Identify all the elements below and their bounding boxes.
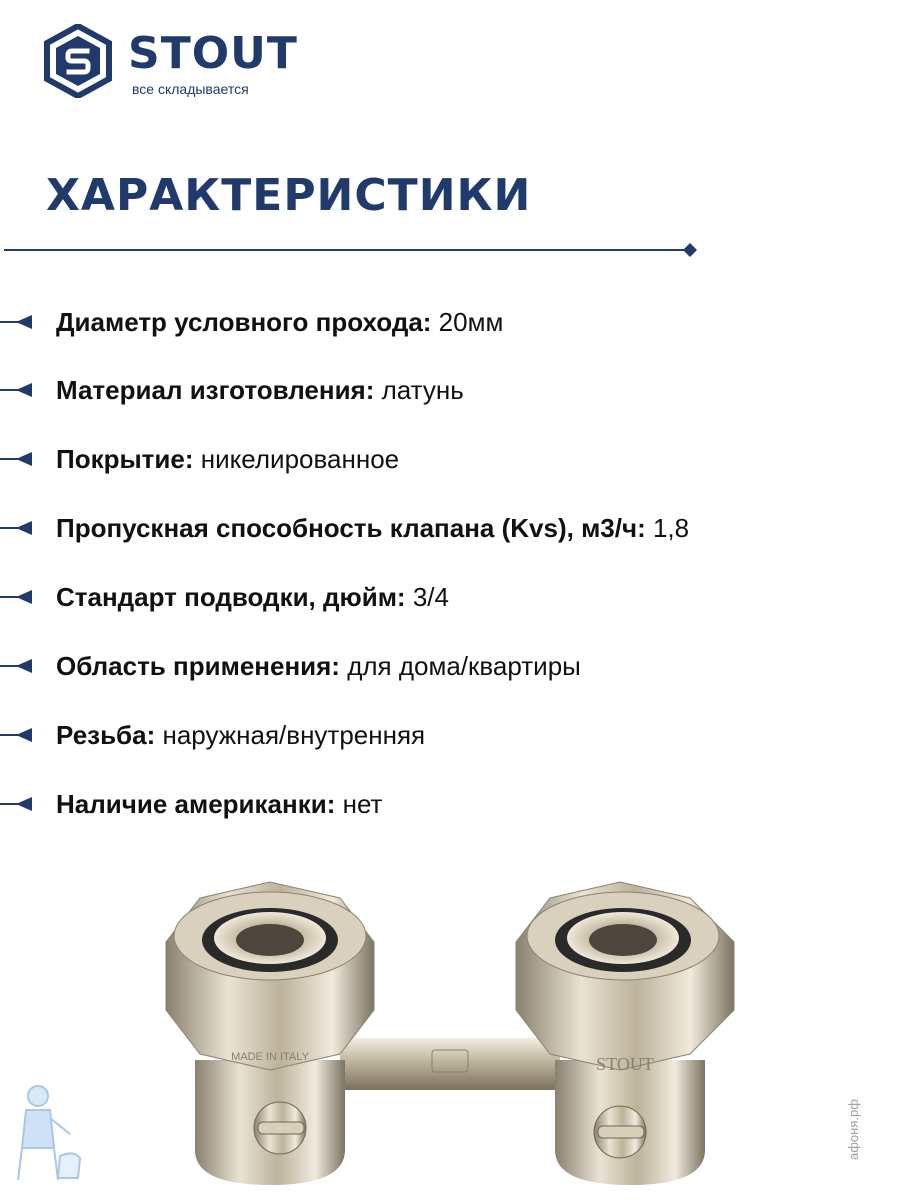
plumber-mascot-icon [8,1078,88,1188]
spec-row-union [0,782,900,826]
arrow-bullet-icon [0,380,40,400]
spec-row-material [0,368,900,412]
spec-row-application [0,644,900,688]
brand-logo [44,24,304,104]
spec-value: для дома/квартиры [339,651,581,681]
spec-label: Стандарт подводки, дюйм: [56,582,406,612]
spec-row-kvs [0,506,900,550]
spec-label: Наличие американки: [56,789,336,819]
arrow-bullet-icon [0,587,40,607]
arrow-bullet-icon [0,518,40,538]
spec-label: Область применения: [56,651,340,681]
spec-value: 1,8 [645,513,690,543]
watermark: афоня.рф [846,1099,861,1160]
stamp-left: MADE IN ITALY [231,1051,309,1063]
spec-row-coating [0,437,900,481]
left-fitting [166,882,374,1185]
bridge-pipe [340,1038,560,1090]
spec-value: латунь [374,375,464,405]
spec-label: Материал изготовления: [56,375,375,405]
arrow-bullet-icon [0,656,40,676]
spec-value: наружная/внутренняя [155,720,426,750]
section-title: ХАРАКТЕРИСТИКИ [46,170,532,221]
brand-name: STOUT [128,28,298,79]
spec-row-thread [0,713,900,757]
arrow-bullet-icon [0,312,40,332]
spec-label: Пропускная способность клапана (Kvs), м3/ч: [56,513,646,543]
brand-slogan: все складывается [132,81,249,97]
spec-label: Покрытие: [56,444,194,474]
arrow-bullet-icon [0,794,40,814]
spec-label: Резьба: [56,720,156,750]
spec-value: никелированное [193,444,400,474]
spec-row-standard [0,575,900,619]
stout-logo-icon [44,24,112,98]
title-divider [0,238,710,262]
spec-row-diameter [0,300,900,344]
spec-value: нет [335,789,383,819]
spec-value: 3/4 [405,582,449,612]
right-fitting [516,882,734,1185]
arrow-bullet-icon [0,449,40,469]
spec-label: Диаметр условного прохода: [56,307,432,337]
stamp-right: STOUT [596,1054,654,1074]
arrow-bullet-icon [0,725,40,745]
spec-value: 20мм [431,307,504,337]
product-image [150,860,750,1200]
